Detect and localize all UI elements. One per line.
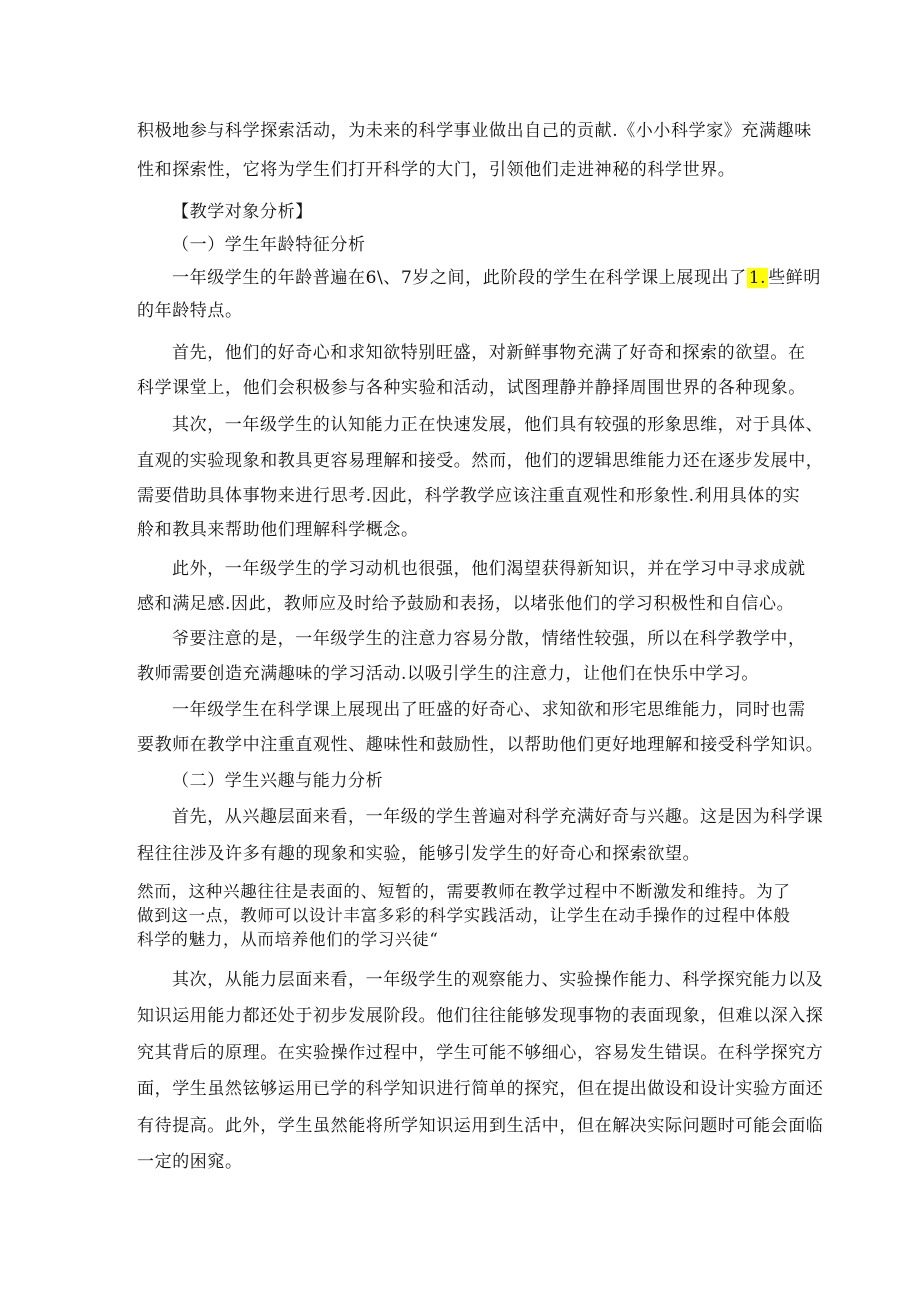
paragraph-line: 面，学生虽然铉够运用已学的科学知识进行简单的探究，但在提出做设和设计实验方面还 xyxy=(137,1079,824,1099)
paragraph-line: 首先，他们的好奇心和求知欲特别旺盛，对新鲜事物充满了好奇和探索的欲望。在 xyxy=(172,343,806,363)
paragraph-line: 知识运用能力都还处于初步发展阶段。他们往往能够发现事物的表面现象，但难以深入探 xyxy=(137,1006,824,1026)
paragraph-line: 直观的实验现象和教具更容易理解和接受。然而，他们的逻辑思维能力还在逐步发展中， xyxy=(137,451,824,471)
line-text: 些鲜明 xyxy=(768,268,821,288)
paragraph-line: 积极地参与科学探索活动，为未来的科学事业做出自己的贡献.《小小科学家》充满趣味 xyxy=(137,121,812,141)
paragraph-line: 一定的困窕。 xyxy=(137,1152,243,1172)
highlighted-text: 1. xyxy=(748,268,767,288)
paragraph-line: 究其背后的原理。在实验操作过程中，学生可能不够细心，容易发生错误。在科学探究方 xyxy=(137,1043,824,1063)
paragraph-line: 此外，一年级学生的学习动机也很强，他们渴望获得新知识，并在学习中寻求成就 xyxy=(172,559,806,579)
paragraph-line: 有待提高。此外，学生虽然能将所学知识运用到生活中，但在解决实际问题时可能会面临 xyxy=(137,1116,824,1136)
paragraph-line: 需要借助具体事物来进行思考.因此，科学教学应该注重直观性和形象性.利用具体的实 xyxy=(137,486,801,506)
paragraph-line: 要教师在教学中注重直观性、趣味性和鼓励性，以帮助他们更好地理解和接受科学知识。 xyxy=(137,735,824,755)
subsection-heading: （二）学生兴趣与能力分析 xyxy=(172,771,384,791)
line-text: 一年级学生的年龄普遍在6\、7岁之间，此阶段的学生在科学课上展现出了 xyxy=(172,268,747,288)
paragraph-line: 做到这一点，教师可以设计丰富多彩的科学实践活动，让学生在动手操作的过程中体般 xyxy=(137,906,791,925)
paragraph-line: 舲和教具来帮助他们理解科学概念。 xyxy=(137,520,419,540)
paragraph-line: 的年龄特点。 xyxy=(137,301,243,321)
paragraph-line: 其次，一年级学生的认知能力正在快速发展，他们具有较强的形象思维，对于具体、 xyxy=(172,415,824,435)
paragraph-line: 科学的魅力，从而培养他们的学习兴徒“ xyxy=(137,930,439,949)
paragraph-line: 一年级学生在科学课上展现出了旺盛的好奇心、求知欲和形宅思维能力，同时也需 xyxy=(172,700,806,720)
section-heading: 【教学对象分析】 xyxy=(172,202,313,222)
paragraph-line: 首先，从兴趣层面来看，一年级的学生普遍对科学充满好奇与兴趣。这是因为科学课 xyxy=(172,807,824,827)
paragraph-line: 性和探索性，它将为学生们打开科学的大门，引领他们走进神秘的科学世界。 xyxy=(137,160,736,180)
paragraph-line: 科学课堂上，他们会积极参与各种实验和活动，试图理静并静择周围世界的各种现象。 xyxy=(137,378,806,398)
subsection-heading: （一）学生年龄特征分析 xyxy=(172,235,366,255)
paragraph-line: 爷要注意的是，一年级学生的注意力容易分散，情绪性较强，所以在科学教学中， xyxy=(172,629,806,649)
paragraph-line: 程往往涉及许多有趣的现象和实验，能够引发学生的好奇心和探索欲望。 xyxy=(137,844,701,864)
paragraph-line: 感和满足感.因此，教师应及时给予鼓励和表扬，以堵张他们的学习积极性和自信心。 xyxy=(137,594,795,614)
paragraph-line: 教师需要创造充满趣味的学习活动.以吸引学生的注意力，让他们在快乐中学习。 xyxy=(137,664,760,684)
paragraph-line: 然而，这种兴趣往往是表面的、短暂的，需要教师在教学过程中不断激发和维持。为了 xyxy=(137,882,791,901)
paragraph-line xyxy=(172,266,821,290)
paragraph-line: 其次，从能力层面来看，一年级学生的观察能力、实验操作能力、科学探究能力以及 xyxy=(172,970,824,990)
